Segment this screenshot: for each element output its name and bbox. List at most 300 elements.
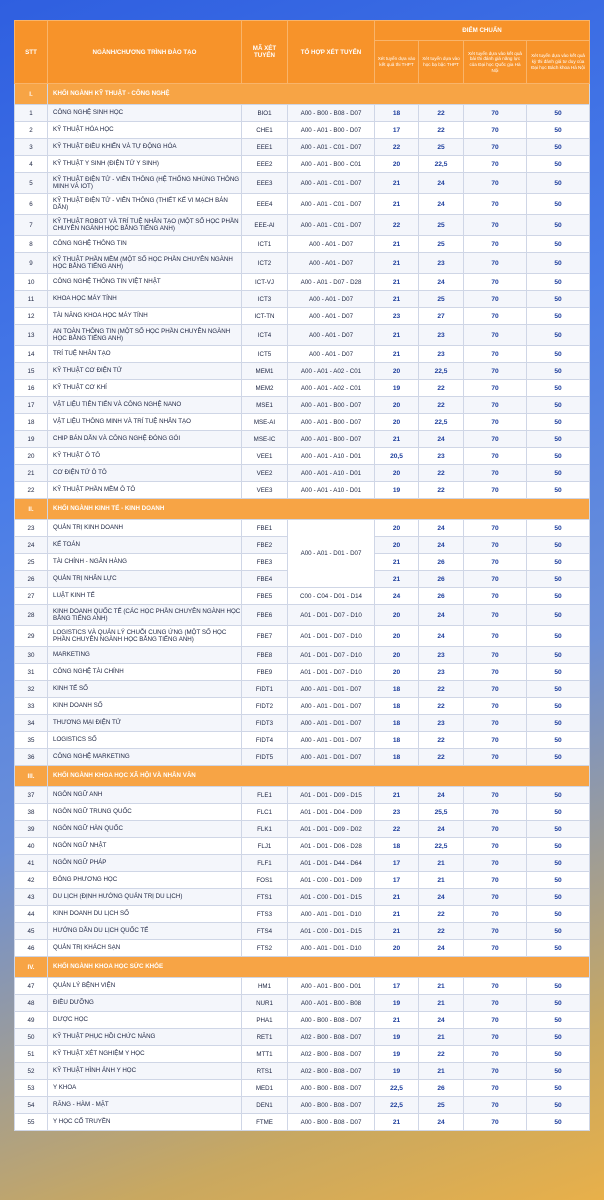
- row-score-dgtd: 50: [527, 380, 590, 397]
- row-score-dgtd: 50: [527, 1063, 590, 1080]
- row-stt: 48: [15, 995, 48, 1012]
- row-stt: 44: [15, 906, 48, 923]
- row-program-name: CÔNG NGHỆ THÔNG TIN VIỆT NHẬT: [48, 274, 242, 291]
- row-score-hocba: 25,5: [419, 804, 464, 821]
- row-score-thpt: 20: [375, 397, 419, 414]
- row-score-dgnl: 70: [464, 380, 527, 397]
- row-code: FOS1: [242, 872, 288, 889]
- section-title: KHỐI NGÀNH KỸ THUẬT - CÔNG NGHỆ: [48, 84, 590, 105]
- row-score-dgnl: 70: [464, 1029, 527, 1046]
- row-stt: 4: [15, 156, 48, 173]
- row-score-dgtd: 50: [527, 588, 590, 605]
- row-program-name: KINH TẾ SỐ: [48, 681, 242, 698]
- header-code: MÃ XÉT TUYỂN: [242, 21, 288, 84]
- row-score-dgtd: 50: [527, 274, 590, 291]
- row-score-dgtd: 50: [527, 482, 590, 499]
- header-program: NGÀNH/CHƯƠNG TRÌNH ĐÀO TẠO: [48, 21, 242, 84]
- row-score-thpt: 17: [375, 978, 419, 995]
- row-code: ICT1: [242, 236, 288, 253]
- table-row: [15, 995, 590, 1012]
- row-program-name: KỸ THUẬT ĐIỀU KHIỂN VÀ TỰ ĐỘNG HÓA: [48, 139, 242, 156]
- row-score-dgnl: 70: [464, 940, 527, 957]
- table-row: [15, 906, 590, 923]
- table-row: [15, 664, 590, 681]
- table-row: [15, 431, 590, 448]
- row-combo: C00 - C04 - D01 - D14: [288, 588, 375, 605]
- row-program-name: QUẢN TRỊ KHÁCH SẠN: [48, 940, 242, 957]
- row-code: NUR1: [242, 995, 288, 1012]
- row-combo: A01 - D01 - D09 - D15: [288, 787, 375, 804]
- row-code: FTS2: [242, 940, 288, 957]
- row-code: FTME: [242, 1114, 288, 1131]
- row-score-thpt: 20: [375, 647, 419, 664]
- row-program-name: KỸ THUẬT PHẦN MỀM Ô TÔ: [48, 482, 242, 499]
- row-program-name: TÀI NĂNG KHOA HỌC MÁY TÍNH: [48, 308, 242, 325]
- row-code: VEE1: [242, 448, 288, 465]
- row-stt: 24: [15, 537, 48, 554]
- row-score-hocba: 24: [419, 1012, 464, 1029]
- row-combo: A01 - C00 - D01 - D15: [288, 923, 375, 940]
- row-score-hocba: 25: [419, 215, 464, 236]
- row-code: MTT1: [242, 1046, 288, 1063]
- row-combo: A00 - A01 - D07: [288, 308, 375, 325]
- row-code: FBE3: [242, 554, 288, 571]
- row-score-hocba: 22: [419, 380, 464, 397]
- row-combo: A00 - A01 - D01 - D07: [288, 749, 375, 766]
- row-score-dgnl: 70: [464, 173, 527, 194]
- row-program-name: THƯƠNG MẠI ĐIỆN TỬ: [48, 715, 242, 732]
- row-score-thpt: 22: [375, 215, 419, 236]
- row-score-dgtd: 50: [527, 253, 590, 274]
- row-combo: A00 - A01 - D01 - D07: [288, 520, 375, 588]
- table-row: [15, 448, 590, 465]
- row-combo: A00 - A01 - D01 - D07: [288, 732, 375, 749]
- row-program-name: CHIP BÁN DẪN VÀ CÔNG NGHỆ ĐÓNG GÓI: [48, 431, 242, 448]
- row-score-dgtd: 50: [527, 363, 590, 380]
- table-row: [15, 1029, 590, 1046]
- row-score-dgnl: 70: [464, 571, 527, 588]
- row-combo: A00 - B00 - B08 - D07: [288, 1097, 375, 1114]
- row-program-name: KỸ THUẬT ĐIỆN TỬ - VIỄN THÔNG (HỆ THỐNG NHÚNG THÔNG MINH VÀ IOT): [48, 173, 242, 194]
- row-code: RET1: [242, 1029, 288, 1046]
- table-row: [15, 122, 590, 139]
- row-combo: A01 - D01 - D44 - D64: [288, 855, 375, 872]
- table-row: [15, 647, 590, 664]
- row-combo: A01 - D01 - D07 - D10: [288, 626, 375, 647]
- row-program-name: NGÔN NGỮ NHẬT: [48, 838, 242, 855]
- row-stt: 17: [15, 397, 48, 414]
- row-code: VEE3: [242, 482, 288, 499]
- row-score-hocba: 23: [419, 647, 464, 664]
- row-stt: 5: [15, 173, 48, 194]
- table-row: [15, 804, 590, 821]
- header-score-hocba: Xét tuyển dựa vào học bạ bậc THPT: [419, 41, 464, 84]
- row-program-name: RĂNG - HÀM - MẶT: [48, 1097, 242, 1114]
- row-stt: 14: [15, 346, 48, 363]
- row-stt: 1: [15, 105, 48, 122]
- row-stt: 36: [15, 749, 48, 766]
- table-row: [15, 681, 590, 698]
- row-score-dgnl: 70: [464, 855, 527, 872]
- row-stt: 54: [15, 1097, 48, 1114]
- row-combo: A02 - B00 - B08 - D07: [288, 1063, 375, 1080]
- row-combo: A00 - B00 - B08 - D07: [288, 1114, 375, 1131]
- row-program-name: LUẬT KINH TẾ: [48, 588, 242, 605]
- header-score-thpt: Xét tuyển dựa vào kết quả thi THPT: [375, 41, 419, 84]
- row-combo: A00 - A01 - D01 - D10: [288, 906, 375, 923]
- row-score-hocba: 22: [419, 105, 464, 122]
- row-score-dgnl: 70: [464, 872, 527, 889]
- row-combo: A01 - D01 - D09 - D02: [288, 821, 375, 838]
- table-row: [15, 838, 590, 855]
- row-combo: A01 - D01 - D04 - D09: [288, 804, 375, 821]
- row-stt: 3: [15, 139, 48, 156]
- row-program-name: NGÔN NGỮ TRUNG QUỐC: [48, 804, 242, 821]
- row-score-hocba: 25: [419, 1097, 464, 1114]
- row-score-hocba: 22,5: [419, 838, 464, 855]
- row-score-dgtd: 50: [527, 995, 590, 1012]
- row-score-dgtd: 50: [527, 923, 590, 940]
- row-code: FBE1: [242, 520, 288, 537]
- row-code: FBE4: [242, 571, 288, 588]
- row-code: BIO1: [242, 105, 288, 122]
- row-score-dgnl: 70: [464, 749, 527, 766]
- row-combo: A00 - A01 - A10 - D01: [288, 482, 375, 499]
- row-program-name: KHOA HỌC MÁY TÍNH: [48, 291, 242, 308]
- row-score-hocba: 24: [419, 1114, 464, 1131]
- row-combo: A00 - A01 - D07: [288, 325, 375, 346]
- row-score-hocba: 22: [419, 681, 464, 698]
- row-score-thpt: 18: [375, 105, 419, 122]
- row-combo: A02 - B00 - B08 - D07: [288, 1046, 375, 1063]
- row-code: ICT4: [242, 325, 288, 346]
- row-score-dgnl: 70: [464, 821, 527, 838]
- section-header-row: [15, 499, 590, 520]
- table-row: [15, 626, 590, 647]
- row-code: ICT3: [242, 291, 288, 308]
- row-program-name: Y HỌC CỔ TRUYỀN: [48, 1114, 242, 1131]
- section-number: III.: [15, 766, 48, 787]
- row-score-dgnl: 70: [464, 156, 527, 173]
- row-combo: A01 - C00 - D01 - D09: [288, 872, 375, 889]
- table-row: [15, 978, 590, 995]
- row-score-thpt: 21: [375, 1114, 419, 1131]
- row-stt: 27: [15, 588, 48, 605]
- row-score-dgtd: 50: [527, 681, 590, 698]
- row-score-dgtd: 50: [527, 1080, 590, 1097]
- row-stt: 52: [15, 1063, 48, 1080]
- row-score-hocba: 22: [419, 465, 464, 482]
- row-score-dgnl: 70: [464, 325, 527, 346]
- row-program-name: DU LỊCH (ĐỊNH HƯỚNG QUẢN TRỊ DU LỊCH): [48, 889, 242, 906]
- row-score-dgnl: 70: [464, 397, 527, 414]
- row-program-name: KỸ THUẬT Ô TÔ: [48, 448, 242, 465]
- row-score-dgtd: 50: [527, 821, 590, 838]
- row-score-dgtd: 50: [527, 308, 590, 325]
- row-stt: 16: [15, 380, 48, 397]
- row-score-dgtd: 50: [527, 397, 590, 414]
- row-score-dgnl: 70: [464, 1063, 527, 1080]
- table-row: [15, 215, 590, 236]
- row-stt: 42: [15, 872, 48, 889]
- row-program-name: Y KHOA: [48, 1080, 242, 1097]
- row-stt: 40: [15, 838, 48, 855]
- row-stt: 41: [15, 855, 48, 872]
- admission-scores-table: [14, 20, 590, 1131]
- row-combo: A00 - A01 - C01 - D07: [288, 173, 375, 194]
- row-stt: 32: [15, 681, 48, 698]
- row-stt: 43: [15, 889, 48, 906]
- table-row: [15, 889, 590, 906]
- row-code: EEE-AI: [242, 215, 288, 236]
- table-row: [15, 1114, 590, 1131]
- table-row: [15, 749, 590, 766]
- row-code: FIDT4: [242, 732, 288, 749]
- row-score-dgtd: 50: [527, 537, 590, 554]
- row-score-thpt: 20: [375, 156, 419, 173]
- row-score-dgnl: 70: [464, 465, 527, 482]
- row-combo: A00 - A01 - D01 - D07: [288, 715, 375, 732]
- row-score-thpt: 21: [375, 923, 419, 940]
- section-header-row: [15, 957, 590, 978]
- row-combo: A00 - A01 - A02 - C01: [288, 380, 375, 397]
- row-program-name: KẾ TOÁN: [48, 537, 242, 554]
- header-score-dgtd: Xét tuyển dựa vào kết quả kỳ thi đánh giá tư duy của Đại học Bách khoa Hà Nội: [527, 41, 590, 84]
- table-row: [15, 482, 590, 499]
- row-score-dgnl: 70: [464, 253, 527, 274]
- row-code: CHE1: [242, 122, 288, 139]
- row-score-dgnl: 70: [464, 923, 527, 940]
- header-stt: STT: [15, 21, 48, 84]
- row-combo: A00 - B00 - B08 - D07: [288, 105, 375, 122]
- row-code: FTS3: [242, 906, 288, 923]
- row-stt: 28: [15, 605, 48, 626]
- row-code: HM1: [242, 978, 288, 995]
- row-score-thpt: 18: [375, 681, 419, 698]
- row-score-dgtd: 50: [527, 465, 590, 482]
- row-combo: A00 - B00 - B08 - D07: [288, 1080, 375, 1097]
- row-stt: 30: [15, 647, 48, 664]
- row-score-dgtd: 50: [527, 889, 590, 906]
- row-score-hocba: 22,5: [419, 156, 464, 173]
- row-code: ICT2: [242, 253, 288, 274]
- row-stt: 34: [15, 715, 48, 732]
- row-code: MSE-IC: [242, 431, 288, 448]
- row-combo: A00 - A01 - B00 - D07: [288, 431, 375, 448]
- row-score-dgtd: 50: [527, 414, 590, 431]
- row-code: FLC1: [242, 804, 288, 821]
- row-score-hocba: 22: [419, 923, 464, 940]
- row-score-dgnl: 70: [464, 215, 527, 236]
- row-program-name: AN TOÀN THÔNG TIN (MỘT SỐ HỌC PHẦN CHUYÊN NGÀNH HỌC BẰNG TIẾNG ANH): [48, 325, 242, 346]
- row-stt: 23: [15, 520, 48, 537]
- row-score-dgtd: 50: [527, 1046, 590, 1063]
- row-stt: 50: [15, 1029, 48, 1046]
- row-combo: A00 - A01 - D07: [288, 236, 375, 253]
- row-code: MSE1: [242, 397, 288, 414]
- row-score-dgnl: 70: [464, 363, 527, 380]
- row-score-thpt: 19: [375, 1029, 419, 1046]
- row-combo: A00 - A01 - C01 - D07: [288, 194, 375, 215]
- row-score-hocba: 22: [419, 122, 464, 139]
- section-header-row: [15, 84, 590, 105]
- row-score-hocba: 22: [419, 1046, 464, 1063]
- row-score-thpt: 18: [375, 698, 419, 715]
- row-code: FBE5: [242, 588, 288, 605]
- row-stt: 15: [15, 363, 48, 380]
- table-row: [15, 139, 590, 156]
- row-stt: 25: [15, 554, 48, 571]
- row-code: EEE2: [242, 156, 288, 173]
- table-row: [15, 156, 590, 173]
- row-score-dgtd: 50: [527, 626, 590, 647]
- row-code: FBE6: [242, 605, 288, 626]
- row-score-dgnl: 70: [464, 194, 527, 215]
- row-code: VEE2: [242, 465, 288, 482]
- row-combo: A00 - A01 - D07: [288, 346, 375, 363]
- row-score-hocba: 24: [419, 605, 464, 626]
- header-scores: ĐIỂM CHUẨN: [375, 21, 590, 41]
- row-program-name: DƯỢC HỌC: [48, 1012, 242, 1029]
- table-row: [15, 1097, 590, 1114]
- table-row: [15, 732, 590, 749]
- row-score-hocba: 21: [419, 978, 464, 995]
- row-score-hocba: 25: [419, 139, 464, 156]
- row-score-hocba: 24: [419, 537, 464, 554]
- row-combo: A00 - A01 - B00 - B08: [288, 995, 375, 1012]
- table-row: [15, 605, 590, 626]
- row-score-thpt: 18: [375, 749, 419, 766]
- table-row: [15, 274, 590, 291]
- row-program-name: CÔNG NGHỆ SINH HỌC: [48, 105, 242, 122]
- row-score-dgnl: 70: [464, 664, 527, 681]
- row-code: EEE3: [242, 173, 288, 194]
- row-score-dgtd: 50: [527, 448, 590, 465]
- row-stt: 18: [15, 414, 48, 431]
- row-score-dgnl: 70: [464, 236, 527, 253]
- row-program-name: KỸ THUẬT PHẦN MỀM (MỘT SỐ HỌC PHẦN CHUYÊN NGÀNH HỌC BẰNG TIẾNG ANH): [48, 253, 242, 274]
- row-score-dgnl: 70: [464, 698, 527, 715]
- row-score-thpt: 19: [375, 482, 419, 499]
- table-row: [15, 520, 590, 537]
- row-score-dgnl: 70: [464, 448, 527, 465]
- table-row: [15, 787, 590, 804]
- row-score-hocba: 22: [419, 732, 464, 749]
- row-score-dgtd: 50: [527, 291, 590, 308]
- row-code: FIDT3: [242, 715, 288, 732]
- row-score-thpt: 22,5: [375, 1080, 419, 1097]
- row-score-dgnl: 70: [464, 1046, 527, 1063]
- row-program-name: CÔNG NGHỆ MARKETING: [48, 749, 242, 766]
- row-score-hocba: 22: [419, 698, 464, 715]
- table-row: [15, 698, 590, 715]
- section-title: KHỐI NGÀNH KINH TẾ - KINH DOANH: [48, 499, 590, 520]
- row-score-dgnl: 70: [464, 308, 527, 325]
- row-stt: 10: [15, 274, 48, 291]
- row-score-dgnl: 70: [464, 537, 527, 554]
- row-program-name: KỸ THUẬT HÓA HỌC: [48, 122, 242, 139]
- row-score-dgtd: 50: [527, 236, 590, 253]
- row-code: FBE8: [242, 647, 288, 664]
- table-row: [15, 346, 590, 363]
- row-stt: 46: [15, 940, 48, 957]
- row-score-dgnl: 70: [464, 681, 527, 698]
- row-code: FTS1: [242, 889, 288, 906]
- row-combo: A00 - A01 - D01 - D07: [288, 681, 375, 698]
- row-score-hocba: 23: [419, 664, 464, 681]
- row-score-hocba: 24: [419, 173, 464, 194]
- row-score-hocba: 24: [419, 940, 464, 957]
- row-score-hocba: 22: [419, 749, 464, 766]
- row-score-thpt: 18: [375, 838, 419, 855]
- row-score-dgtd: 50: [527, 647, 590, 664]
- row-combo: A01 - D01 - D07 - D10: [288, 664, 375, 681]
- row-score-thpt: 17: [375, 872, 419, 889]
- row-score-dgtd: 50: [527, 156, 590, 173]
- table-row: [15, 855, 590, 872]
- row-combo: A01 - C00 - D01 - D15: [288, 889, 375, 906]
- table-row: [15, 308, 590, 325]
- row-score-hocba: 21: [419, 1029, 464, 1046]
- row-program-name: KỸ THUẬT HÌNH ẢNH Y HỌC: [48, 1063, 242, 1080]
- row-score-dgtd: 50: [527, 715, 590, 732]
- row-code: FLJ1: [242, 838, 288, 855]
- row-score-hocba: 24: [419, 194, 464, 215]
- row-score-hocba: 26: [419, 571, 464, 588]
- row-score-dgtd: 50: [527, 520, 590, 537]
- section-number: IV.: [15, 957, 48, 978]
- row-combo: A00 - A01 - B00 - D07: [288, 414, 375, 431]
- row-stt: 8: [15, 236, 48, 253]
- row-program-name: LOGISTICS VÀ QUẢN LÝ CHUỖI CUNG ỨNG (MỘT SỐ HỌC PHẦN CHUYÊN NGÀNH HỌC BẰNG TIẾNG ANH): [48, 626, 242, 647]
- row-score-hocba: 22: [419, 482, 464, 499]
- row-program-name: QUẢN TRỊ NHÂN LỰC: [48, 571, 242, 588]
- row-score-dgtd: 50: [527, 194, 590, 215]
- row-score-hocba: 22: [419, 906, 464, 923]
- row-score-dgnl: 70: [464, 1080, 527, 1097]
- row-score-thpt: 19: [375, 380, 419, 397]
- row-program-name: VẬT LIỆU THÔNG MINH VÀ TRÍ TUỆ NHÂN TẠO: [48, 414, 242, 431]
- row-score-dgtd: 50: [527, 105, 590, 122]
- row-stt: 12: [15, 308, 48, 325]
- row-score-hocba: 25: [419, 291, 464, 308]
- row-score-thpt: 20: [375, 465, 419, 482]
- table-row: [15, 1012, 590, 1029]
- row-score-thpt: 18: [375, 732, 419, 749]
- row-score-dgtd: 50: [527, 431, 590, 448]
- row-code: EEE1: [242, 139, 288, 156]
- row-score-dgtd: 50: [527, 1097, 590, 1114]
- row-score-dgtd: 50: [527, 325, 590, 346]
- row-score-dgnl: 70: [464, 995, 527, 1012]
- row-score-thpt: 17: [375, 855, 419, 872]
- row-program-name: KỸ THUẬT ROBOT VÀ TRÍ TUỆ NHÂN TẠO (MỘT SỐ HỌC PHẦN CHUYÊN NGÀNH HỌC BẰNG TIẾNG ANH): [48, 215, 242, 236]
- row-program-name: NGÔN NGỮ ANH: [48, 787, 242, 804]
- row-program-name: LOGISTICS SỐ: [48, 732, 242, 749]
- row-code: FBE2: [242, 537, 288, 554]
- row-code: RTS1: [242, 1063, 288, 1080]
- table-row: [15, 291, 590, 308]
- row-stt: 2: [15, 122, 48, 139]
- row-score-thpt: 19: [375, 1046, 419, 1063]
- row-score-thpt: 21: [375, 253, 419, 274]
- row-program-name: ĐIỀU DƯỠNG: [48, 995, 242, 1012]
- row-score-dgtd: 50: [527, 787, 590, 804]
- row-score-thpt: 21: [375, 291, 419, 308]
- table-row: [15, 363, 590, 380]
- row-combo: A00 - A01 - A10 - D01: [288, 448, 375, 465]
- row-score-hocba: 26: [419, 588, 464, 605]
